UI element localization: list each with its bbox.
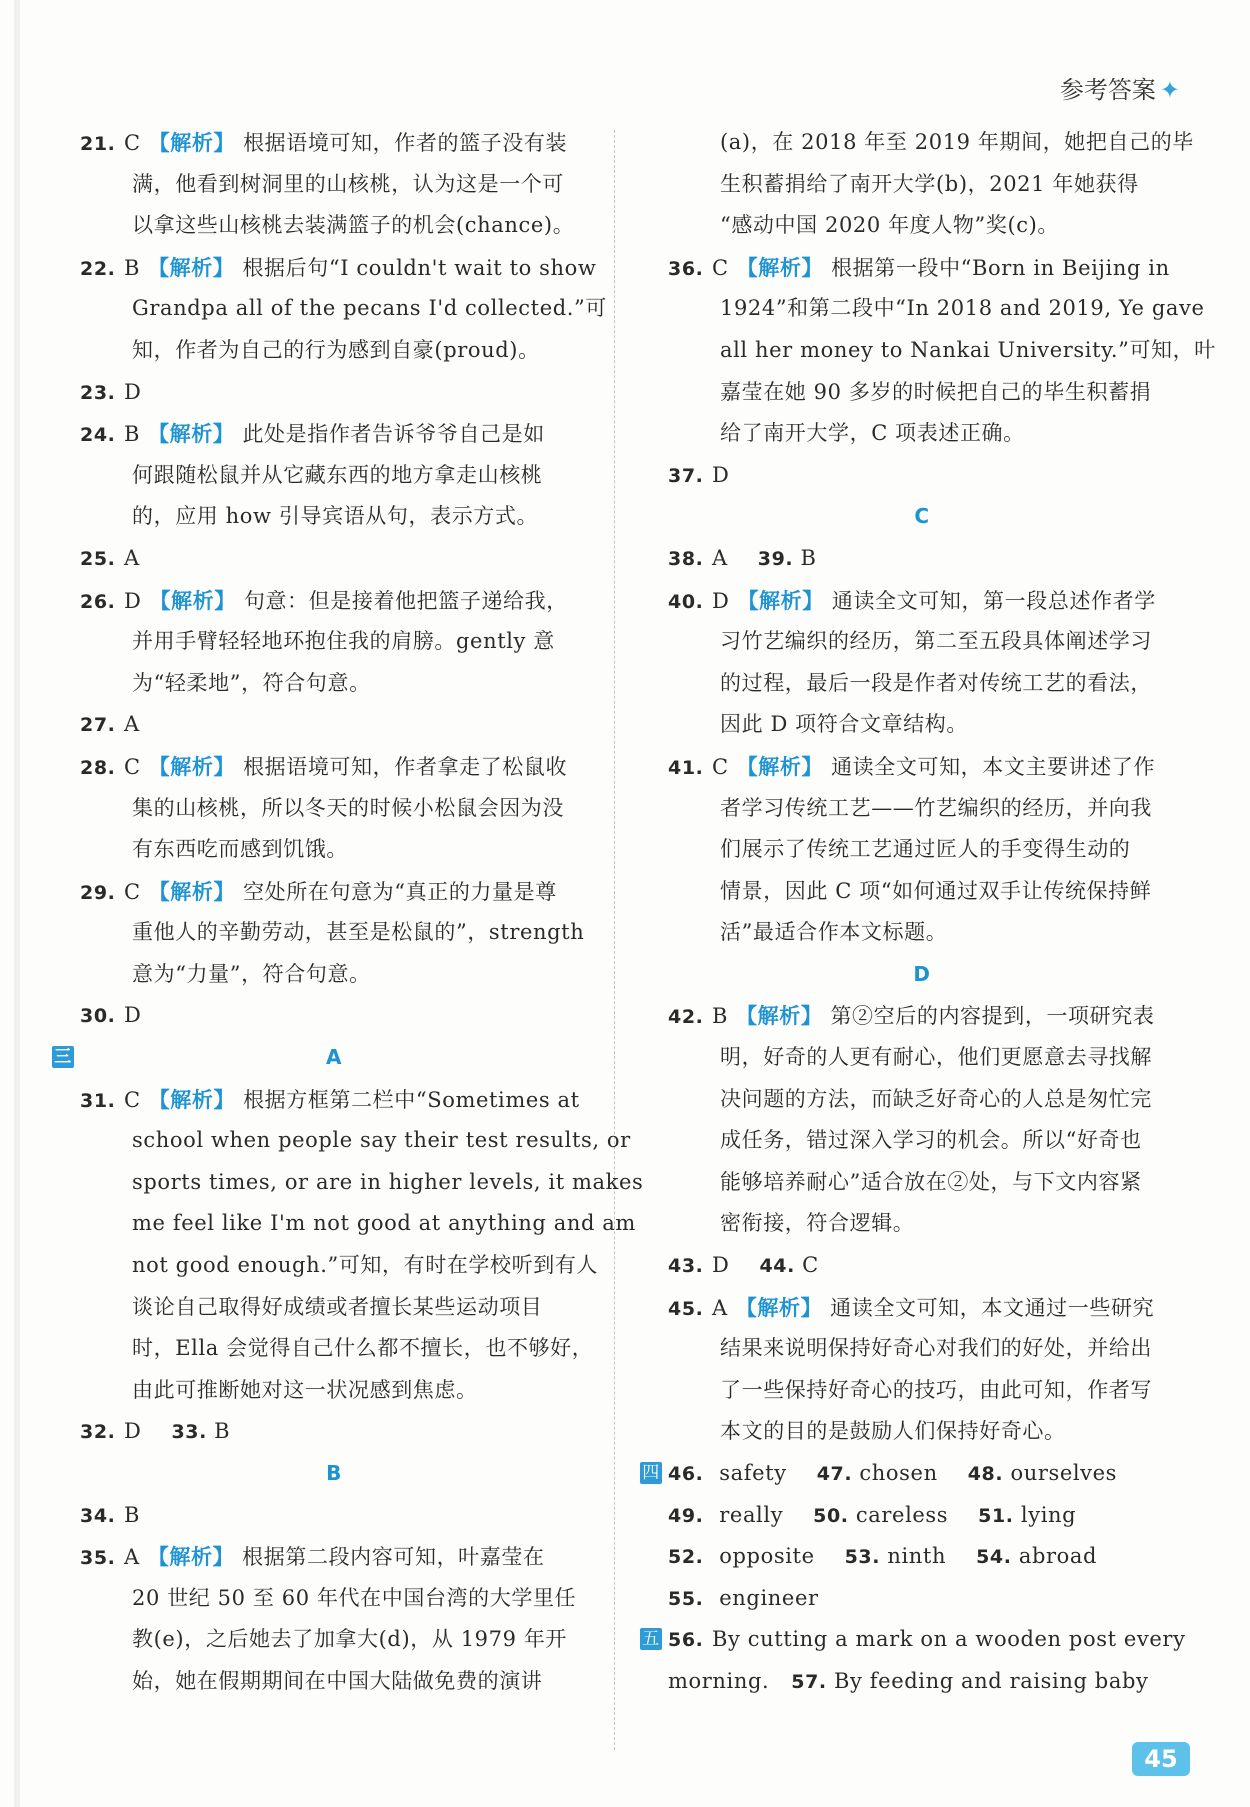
explanation-line [80,1120,631,1162]
answer-choice: A [124,712,140,737]
explanation-text: 根据后句“I couldn't wait to show [242,255,597,280]
answer-word: abroad [1011,1544,1098,1569]
explanation-text: 为“轻柔地”，符合句意。 [132,670,371,695]
explanation-line [80,1203,636,1245]
answer-choice: A [124,1545,140,1570]
question-number: 24. [80,424,116,447]
answer-word: engineer [712,1585,819,1610]
question-number: 45. [668,1297,704,1320]
answer-line [668,1661,1176,1703]
explanation-line [80,1245,599,1287]
explanation-text: 教(e)，之后她去了加拿大(d)，从 1979 年开 [132,1627,568,1652]
question-number: 42. [668,1006,704,1029]
answer-line [668,538,1176,580]
explanation-line [668,122,1194,164]
answer-text: morning. [668,1668,770,1693]
explanation-text: (a)，在 2018 年至 2019 年期间，她把自己的毕 [720,130,1194,154]
answer-line [668,995,1176,1037]
question-number: 32. [80,1421,116,1444]
question-number: 30. [80,1005,116,1028]
explanation-line [80,1328,594,1370]
answer-line [668,1245,1176,1287]
explanation-text: 何跟随松鼠并从它藏东西的地方拿走山核桃 [132,462,543,487]
answer-choice: B [124,1502,141,1527]
analysis-tag: 【解析】 [737,587,824,613]
analysis-tag: 【解析】 [148,254,235,280]
explanation-text: 了一些保持好奇心的技巧，由此可知，作者写 [720,1377,1152,1402]
explanation-line [668,663,1176,705]
answer-choice: A [712,545,728,570]
passage-letter: A [325,1045,343,1070]
passage-letter: C [914,504,930,529]
question-number: 40. [668,590,704,613]
explanation-text: all her money to Nankai University.”可知，叶 [720,337,1216,362]
explanation-text: sports times, or are in higher levels, it makes [132,1169,644,1194]
right-column [642,122,1216,1703]
explanation-line [668,413,1176,455]
explanation-line [668,788,1176,830]
explanation-line [80,912,588,954]
answer-line [668,1495,1176,1537]
passage-heading [80,1453,588,1495]
explanation-text: 的过程，最后一段是作者对传统工艺的看法， [720,670,1152,695]
answer-line [80,247,597,289]
explanation-text: 成任务，错过深入学习的机会。所以“好奇也 [720,1128,1142,1153]
answer-line [668,580,1176,622]
explanation-line [668,1203,1176,1245]
question-number: 35. [80,1547,116,1570]
explanation-line [668,1079,1176,1121]
question-number: 49. [668,1504,704,1527]
explanation-text: 并用手臂轻轻地环抱住我的肩膀。gently 意 [132,629,555,654]
answer-word: ninth [880,1544,947,1569]
explanation-text: 明，好奇的人更有耐心，他们更愿意去寻找解 [720,1045,1152,1070]
answer-word: ourselves [1003,1461,1118,1485]
page-number: 45 [1132,1742,1190,1776]
analysis-tag: 【解析】 [736,753,824,779]
explanation-line [668,829,1176,871]
header-title: 参考答案 [1059,76,1156,104]
question-number: 47. [816,1463,853,1485]
explanation-line [80,1619,588,1661]
question-number: 31. [80,1089,116,1112]
explanation-line [668,1370,1176,1412]
question-number: 39. [757,547,794,570]
explanation-text: 时，Ella 会觉得自己什么都不擅长，也不够好， [132,1336,594,1361]
analysis-tag: 【解析】 [148,753,236,779]
question-number: 54. [976,1546,1012,1569]
explanation-line [668,164,1176,206]
explanation-text: 者学习传统工艺——竹艺编织的经历，并向我 [720,795,1152,820]
answer-word: careless [848,1502,949,1527]
question-number: 38. [668,547,704,570]
answer-choice: C [712,255,729,280]
explanation-line [668,1328,1176,1370]
section-badge: 四 [640,1462,662,1484]
question-number: 34. [80,1504,116,1527]
explanation-text: not good enough.”可知，有时在学校听到有人 [132,1253,599,1278]
answer-choice: D [712,1253,730,1278]
question-number: 29. [80,881,116,904]
passage-heading [54,1037,588,1079]
explanation-text: 给了南开大学，C 项表述正确。 [720,421,1025,446]
analysis-tag: 【解析】 [736,254,824,280]
answer-line [668,1536,1176,1578]
explanation-line [668,372,1176,414]
question-number: 22. [80,257,116,280]
question-number: 44. [759,1255,795,1278]
explanation-text: 通读全文可知，本文通过一些研究 [830,1295,1155,1320]
answer-choice: C [124,131,141,155]
explanation-line [668,704,1176,746]
explanation-text: 有东西吃而感到饥饿。 [132,837,348,862]
section-badge: 三 [52,1046,74,1068]
explanation-text: 根据语境可知，作者的篮子没有装 [243,131,568,155]
explanation-text: 以拿这些山核桃去装满篮子的机会(chance)。 [132,213,575,238]
answer-line [642,1453,1176,1495]
explanation-text: 空处所在句意为“真正的力量是尊 [243,879,557,904]
answer-line [80,1079,588,1121]
explanation-text: 能够培养耐心”适合放在②处，与下文内容紧 [720,1169,1142,1194]
question-number: 36. [668,257,704,280]
question-number: 27. [80,714,116,737]
answer-choice: D [124,379,142,404]
explanation-text: 根据方框第二栏中“Sometimes at [243,1087,580,1112]
explanation-text: 决问题的方法，而缺乏好奇心的人总是匆忙完 [720,1086,1152,1111]
question-number: 48. [967,1463,1004,1485]
answer-word: safety [712,1461,787,1485]
analysis-tag: 【解析】 [148,421,235,447]
question-number: 46. [668,1463,704,1485]
explanation-text: me feel like I'm not good at anything and am [132,1211,636,1236]
answer-line [80,1411,588,1453]
explanation-text: Grandpa all of the pecans I'd collected.”可 [132,296,607,321]
answer-line [668,247,1176,289]
explanation-line [80,455,588,497]
explanation-line [668,205,1176,247]
question-number: 52. [668,1546,704,1569]
answer-line [80,995,588,1037]
explanation-line [668,330,1216,372]
analysis-tag: 【解析】 [149,587,236,613]
analysis-tag: 【解析】 [148,1086,236,1112]
question-number: 26. [80,590,116,613]
answer-line [80,580,588,622]
explanation-text: 根据语境可知，作者拿走了松鼠收 [243,754,568,779]
answer-choice: B [793,545,817,570]
analysis-tag: 【解析】 [148,130,236,155]
answer-line [642,1619,1186,1661]
answer-line [80,1495,588,1537]
explanation-text: 根据第二段内容可知，叶嘉莹在 [242,1545,545,1570]
explanation-line [80,1661,588,1703]
answer-choice: B [124,255,141,280]
explanation-text: 嘉莹在她 90 多岁的时候把自己的毕生积蓄捐 [720,379,1152,404]
explanation-line [668,871,1176,913]
passage-heading [668,954,1176,996]
analysis-tag: 【解析】 [148,878,236,904]
answer-line [80,372,588,414]
explanation-line [668,912,1176,954]
explanation-line [80,1370,588,1412]
answer-choice: D [124,1003,142,1028]
question-number: 37. [668,464,704,487]
explanation-line [80,330,588,372]
explanation-line [80,164,588,206]
question-number: 53. [844,1546,881,1569]
explanation-line [80,621,588,663]
answer-line [80,122,588,164]
answer-line [668,746,1176,788]
explanation-text: 通读全文可知，第一段总述作者学 [831,588,1156,613]
page-binding-edge [14,0,20,1807]
answer-choice: A [712,1295,728,1320]
answer-choice: C [124,879,141,904]
answer-choice: B [206,1419,231,1444]
question-number: 28. [80,756,116,779]
question-number: 50. [813,1504,849,1527]
question-number: 57. [791,1670,827,1693]
explanation-line [668,1120,1176,1162]
answer-choice: D [712,462,730,487]
answer-word: chosen [852,1461,938,1485]
analysis-tag: 【解析】 [735,1294,823,1320]
explanation-text: 情景，因此 C 项“如何通过双手让传统保持鲜 [720,878,1152,903]
explanation-text: 谈论自己取得好成绩或者擅长某些运动项目 [132,1294,543,1319]
answer-choice: B [712,1004,729,1029]
answer-choice: D [712,588,730,613]
explanation-text: 集的山核桃，所以冬天的时候小松鼠会因为没 [132,795,564,820]
explanation-text: 通读全文可知，本文主要讲述了作 [831,754,1156,779]
explanation-line [80,1287,588,1329]
explanation-line [80,496,588,538]
section-badge: 五 [640,1628,662,1650]
answer-choice: C [712,754,729,779]
answer-line [668,455,1176,497]
question-number: 43. [668,1255,704,1278]
page-header [1060,70,1180,105]
answer-text: By feeding and raising baby [826,1668,1149,1693]
explanation-text: 的，应用 how 引导宾语从句，表示方式。 [132,504,539,529]
answer-line [80,538,588,580]
left-column [54,122,644,1703]
explanation-text: school when people say their test results, or [132,1128,631,1153]
explanation-line [80,663,588,705]
answer-word: really [712,1502,784,1527]
answer-choice: C [794,1253,819,1278]
explanation-line [668,1037,1176,1079]
explanation-line [80,288,607,330]
explanation-text: 知，作者为自己的行为感到自豪(proud)。 [132,337,540,362]
passage-letter: D [913,961,931,986]
explanation-line [80,1162,644,1204]
question-number: 23. [80,381,116,404]
column-divider [614,130,616,1750]
explanation-line [80,829,588,871]
answer-word: opposite [712,1544,815,1569]
sparkle-icon: ✦ [1159,76,1180,104]
explanation-text: 根据第一段中“Born in Beijing in [831,255,1170,280]
explanation-text: 重他人的辛勤劳动，甚至是松鼠的”，strength [132,920,585,945]
answer-line [668,1287,1176,1329]
explanation-line [80,1578,588,1620]
explanation-text: 密衔接，符合逻辑。 [720,1211,915,1236]
question-number: 33. [171,1421,207,1444]
answer-line [80,871,588,913]
passage-heading [668,496,1176,538]
explanation-text: 活”最适合作本文标题。 [720,920,948,945]
question-number: 51. [978,1504,1014,1527]
answer-choice: B [124,422,141,447]
analysis-tag: 【解析】 [147,1544,235,1570]
explanation-line [80,205,588,247]
question-number: 25. [80,547,116,570]
explanation-line [668,1162,1176,1204]
answer-line [80,704,588,746]
answer-choice: By cutting a mark on a wooden post every [712,1627,1186,1652]
explanation-text: 由此可推断她对这一状况感到焦虑。 [132,1377,478,1402]
explanation-text: 第②空后的内容提到，一项研究表 [830,1004,1155,1029]
answer-choice: C [124,1087,141,1112]
explanation-text: 因此 D 项符合文章结构。 [720,712,968,737]
explanation-text: 此处是指作者告诉爷爷自己是如 [242,422,545,447]
explanation-text: 们展示了传统工艺通过匠人的手变得生动的 [720,837,1131,862]
answer-line [668,1578,1176,1620]
explanation-line [668,1411,1176,1453]
answer-line [80,413,588,455]
answer-word: lying [1013,1502,1077,1527]
explanation-text: 生积蓄捐给了南开大学(b)，2021 年她获得 [720,171,1139,196]
answer-line [80,1536,588,1578]
question-number: 21. [80,133,116,155]
explanation-line [668,621,1176,663]
explanation-line [80,788,588,830]
explanation-text: 满，他看到树洞里的山核桃，认为这是一个可 [132,171,564,196]
explanation-text: 始，她在假期期间在中国大陆做免费的演讲 [132,1668,543,1693]
question-number: 41. [668,756,704,779]
explanation-text: 意为“力量”，符合句意。 [132,961,371,986]
explanation-text: 20 世纪 50 至 60 年代在中国台湾的大学里任 [132,1585,577,1610]
explanation-text: “感动中国 2020 年度人物”奖(c)。 [720,213,1060,238]
explanation-text: 本文的目的是鼓励人们保持好奇心。 [720,1419,1066,1444]
question-number: 55. [668,1587,704,1610]
answer-line [80,746,588,788]
explanation-text: 习竹艺编织的经历，第二至五段具体阐述学习 [720,629,1152,654]
passage-letter: B [326,1461,342,1485]
explanation-text: 1924”和第二段中“In 2018 and 2019, Ye gave [720,296,1205,321]
explanation-text: 结果来说明保持好奇心对我们的好处，并给出 [720,1336,1152,1361]
answer-choice: D [124,588,142,613]
explanation-text: 句意：但是接着他把篮子递给我， [243,588,568,613]
analysis-tag: 【解析】 [736,1003,823,1029]
answer-choice: C [124,754,141,779]
answer-choice: D [124,1419,142,1444]
explanation-line [668,288,1205,330]
question-number: 56. [668,1629,704,1652]
explanation-line [80,954,588,996]
answer-choice: A [124,545,140,570]
